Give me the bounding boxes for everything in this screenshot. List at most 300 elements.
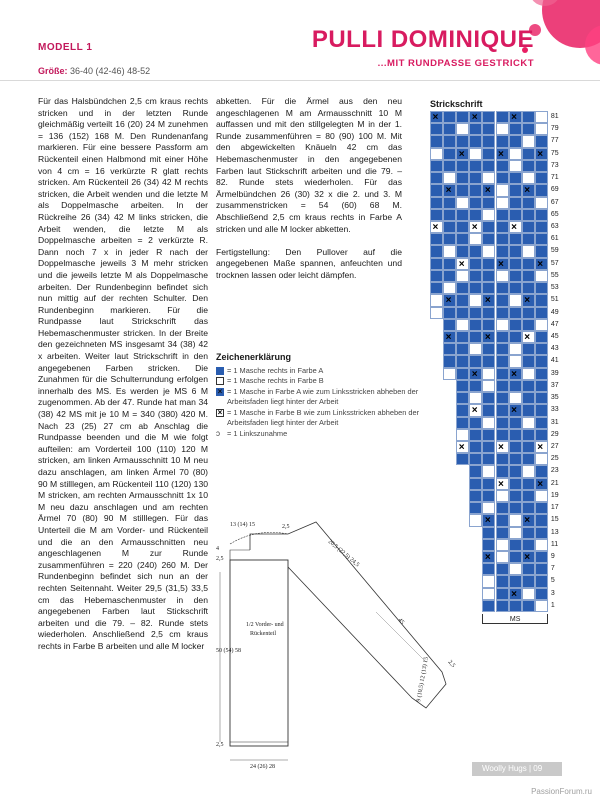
row-number: 77 <box>550 137 559 145</box>
chart-cell <box>469 245 482 257</box>
chart-cell <box>456 319 469 331</box>
chart-cell <box>509 148 522 160</box>
footer-badge: Woolly Hugs | 09 <box>472 762 562 776</box>
chart-cell <box>522 160 535 172</box>
chart-cell <box>469 294 482 306</box>
chart-cell <box>482 245 495 257</box>
chart-cell <box>535 160 548 172</box>
chart-cell <box>469 258 482 270</box>
chart-cell: × <box>456 441 469 453</box>
chart-cell <box>535 270 548 282</box>
chart-cell <box>535 331 548 343</box>
chart-cell <box>535 197 548 209</box>
chart-cell <box>522 111 535 123</box>
chart-cell <box>522 197 535 209</box>
chart-cell <box>482 270 495 282</box>
chart-cell <box>496 197 509 209</box>
chart-cell <box>469 355 482 367</box>
chart-cell <box>522 539 535 551</box>
chart-cell: × <box>509 368 522 380</box>
row-number: 1 <box>550 601 555 609</box>
chart-cell <box>482 307 495 319</box>
chart-cell <box>509 355 522 367</box>
chart-cell <box>443 282 456 294</box>
chart-cell <box>522 209 535 221</box>
chart-cell <box>522 588 535 600</box>
chart-cell <box>469 270 482 282</box>
chart-cell <box>522 465 535 477</box>
chart-cell <box>496 404 509 416</box>
chart-cell <box>522 417 535 429</box>
row-number: 71 <box>550 174 559 182</box>
chart-cell <box>469 160 482 172</box>
book-name: Woolly Hugs <box>482 764 527 773</box>
chart-cell <box>482 368 495 380</box>
chart-cell <box>443 148 456 160</box>
chart-cell <box>443 319 456 331</box>
page-number: 09 <box>533 764 543 773</box>
chart-cell <box>482 600 495 612</box>
chart-cell <box>509 563 522 575</box>
chart-cell <box>469 148 482 160</box>
chart-cell <box>535 502 548 514</box>
chart-cell <box>496 270 509 282</box>
size-value: 36-40 (42-46) 48-52 <box>70 66 151 76</box>
chart-cell <box>522 441 535 453</box>
row-number: 73 <box>550 161 559 169</box>
chart-cell <box>509 575 522 587</box>
chart-cell <box>469 417 482 429</box>
increase-symbol-icon: ↄ <box>216 428 220 438</box>
chart-cell <box>456 135 469 147</box>
chart-cell <box>509 380 522 392</box>
chart-cell <box>456 429 469 441</box>
chart-cell <box>496 221 509 233</box>
pattern-title: PULLI DOMINIQUE <box>311 26 534 53</box>
chart-cell <box>482 429 495 441</box>
chart-cell <box>496 368 509 380</box>
chart-cell <box>496 111 509 123</box>
chart-cell <box>496 380 509 392</box>
chart-cell <box>522 392 535 404</box>
chart-cell <box>496 209 509 221</box>
chart-cell <box>535 514 548 526</box>
white-x-square-icon: × <box>217 407 223 417</box>
legend-title: Zeichenerklärung <box>216 352 292 362</box>
chart-cell <box>509 490 522 502</box>
chart-cell <box>430 160 443 172</box>
chart-cell <box>535 355 548 367</box>
chart-cell <box>496 294 509 306</box>
sleeve-end-label: 2,5 <box>446 659 456 669</box>
chart-cell <box>522 490 535 502</box>
chart-cell <box>456 392 469 404</box>
chart-cell <box>482 478 495 490</box>
chart-cell: × <box>522 551 535 563</box>
neck-drop-label: 4 <box>216 546 219 552</box>
size-line <box>38 66 150 76</box>
chart-cell <box>482 233 495 245</box>
chart-cell <box>469 392 482 404</box>
chart-cell <box>509 123 522 135</box>
chart-cell <box>522 135 535 147</box>
chart-cell <box>496 123 509 135</box>
chart-cell <box>456 172 469 184</box>
row-number: 23 <box>550 467 559 475</box>
chart-cell <box>509 343 522 355</box>
chart-cell <box>469 135 482 147</box>
chart-cell <box>496 429 509 441</box>
chart-cell <box>496 331 509 343</box>
chart-cell <box>443 270 456 282</box>
chart-cell <box>443 111 456 123</box>
chart-cell <box>443 172 456 184</box>
chart-cell <box>430 245 443 257</box>
raglan-label: 20,5 (22,5) 24,5 <box>326 538 361 569</box>
chart-cell <box>456 331 469 343</box>
chart-cell <box>522 172 535 184</box>
chart-cell <box>535 319 548 331</box>
chart-cell: × <box>482 551 495 563</box>
row-number: 31 <box>550 418 559 426</box>
chart-cell <box>509 441 522 453</box>
chart-cell <box>482 355 495 367</box>
row-number: 5 <box>550 577 555 585</box>
chart-cell <box>456 111 469 123</box>
chart-cell <box>522 245 535 257</box>
chart-cell <box>456 294 469 306</box>
row-number: 55 <box>550 271 559 279</box>
chart-cell <box>443 307 456 319</box>
piece-label-1: 1/2 Vorder- und <box>246 622 284 628</box>
chart-cell: × <box>482 184 495 196</box>
sleeve-length-label: 45 <box>396 617 405 626</box>
chart-cell: × <box>456 258 469 270</box>
chart-cell <box>522 270 535 282</box>
chart-cell <box>482 172 495 184</box>
chart-cell <box>522 575 535 587</box>
piece-label-2: Rückenteil <box>250 631 276 637</box>
row-number: 47 <box>550 320 559 328</box>
chart-cell <box>496 282 509 294</box>
chart-cell <box>509 453 522 465</box>
chart-cell <box>482 197 495 209</box>
chart-cell: × <box>469 368 482 380</box>
chart-cell <box>443 160 456 172</box>
chart-cell <box>509 392 522 404</box>
chart-cell <box>535 111 548 123</box>
row-number: 27 <box>550 442 559 450</box>
chart-cell <box>496 307 509 319</box>
chart-cell <box>496 600 509 612</box>
chart-cell <box>443 123 456 135</box>
chart-cell: × <box>522 331 535 343</box>
chart-cell <box>496 184 509 196</box>
chart-cell <box>430 258 443 270</box>
chart-cell <box>509 245 522 257</box>
chart-cell <box>430 282 443 294</box>
chart-cell <box>535 453 548 465</box>
chart-cell <box>522 343 535 355</box>
chart-cell: × <box>535 478 548 490</box>
row-number: 65 <box>550 210 559 218</box>
chart-cell <box>482 588 495 600</box>
chart-cell: × <box>482 294 495 306</box>
chart-cell <box>482 392 495 404</box>
chart-cell <box>469 343 482 355</box>
chart-cell <box>496 172 509 184</box>
instructions-column-1 <box>38 96 208 664</box>
chart-cell <box>509 294 522 306</box>
chart-cell <box>496 417 509 429</box>
row-number: 25 <box>550 455 559 463</box>
shoulder-label: 2,5 <box>282 524 290 530</box>
blue-square-icon <box>216 367 224 375</box>
chart-cell <box>456 123 469 135</box>
header-divider <box>0 80 600 81</box>
chart-cell <box>456 184 469 196</box>
white-square-icon <box>216 377 224 385</box>
chart-cell <box>469 380 482 392</box>
chart-cell <box>456 368 469 380</box>
row-number: 51 <box>550 296 559 304</box>
chart-cell <box>482 453 495 465</box>
chart-cell <box>535 392 548 404</box>
row-number: 33 <box>550 406 559 414</box>
pattern-subtitle: ...MIT RUNDPASSE GESTRICKT <box>377 58 534 69</box>
chart-cell <box>535 245 548 257</box>
chart-cell: × <box>522 184 535 196</box>
chart-cell <box>535 490 548 502</box>
chart-cell <box>509 514 522 526</box>
chart-title: Strickschrift <box>430 99 483 109</box>
chart-cell <box>535 551 548 563</box>
chart-cell <box>456 307 469 319</box>
chart-cell <box>535 307 548 319</box>
chart-cell <box>535 465 548 477</box>
chart-cell <box>509 551 522 563</box>
chart-cell <box>522 502 535 514</box>
chart-cell <box>522 404 535 416</box>
chart-cell <box>509 282 522 294</box>
chart-cell: × <box>496 258 509 270</box>
chart-cell <box>522 258 535 270</box>
cuff-label: 9 (10,5) 12 (13) 15 <box>416 656 430 703</box>
chart-cell <box>522 123 535 135</box>
row-number: 53 <box>550 284 559 292</box>
chart-cell <box>496 551 509 563</box>
row-number: 15 <box>550 516 559 524</box>
chart-cell <box>535 294 548 306</box>
chart-cell: × <box>430 221 443 233</box>
row-number: 43 <box>550 345 559 353</box>
chart-cell <box>496 588 509 600</box>
chart-cell <box>443 355 456 367</box>
chart-cell <box>496 539 509 551</box>
chart-cell: × <box>509 404 522 416</box>
blue-x-square-icon: × <box>217 386 223 396</box>
chart-cell <box>496 563 509 575</box>
chart-cell <box>535 588 548 600</box>
row-number: 37 <box>550 381 559 389</box>
row-number: 21 <box>550 479 559 487</box>
chart-cell: × <box>535 148 548 160</box>
chart-cell: × <box>535 258 548 270</box>
chart-cell <box>535 282 548 294</box>
chart-cell: × <box>509 111 522 123</box>
legend-item: = 1 Masche rechts in Farbe A <box>216 366 426 377</box>
chart-cell <box>535 417 548 429</box>
chart-cell <box>509 209 522 221</box>
chart-cell <box>496 355 509 367</box>
chart-cell <box>482 465 495 477</box>
legend <box>216 352 426 439</box>
chart-cell <box>469 123 482 135</box>
chart-cell <box>509 197 522 209</box>
chart-cell <box>430 172 443 184</box>
chart-cell <box>482 404 495 416</box>
chart-cell: × <box>522 294 535 306</box>
row-number: 57 <box>550 259 559 267</box>
chart-cell <box>535 135 548 147</box>
chart-cell <box>469 490 482 502</box>
chart-cell <box>535 563 548 575</box>
chart-cell: × <box>469 404 482 416</box>
chart-cell <box>522 282 535 294</box>
finishing-text: Fertigstellung: Den Pullover auf die angegebenen Maße spannen, anfeuchten und trocknen lassen oder leicht dämpfen. <box>216 246 402 280</box>
chart-cell <box>430 135 443 147</box>
row-number: 45 <box>550 332 559 340</box>
legend-item: × = 1 Masche in Farbe B wie zum Linksstricken abheben der Arbeitsfaden liegt hinter der Arbeit <box>217 407 420 427</box>
chart-cell <box>443 209 456 221</box>
row-number: 49 <box>550 308 559 316</box>
chart-cell <box>430 197 443 209</box>
chart-cell <box>496 527 509 539</box>
chart-cell <box>443 221 456 233</box>
chart-cell <box>482 575 495 587</box>
chart-cell <box>443 245 456 257</box>
chart-cell <box>496 135 509 147</box>
chart-cell <box>482 502 495 514</box>
chart-cell <box>456 221 469 233</box>
chart-cell <box>469 233 482 245</box>
instructions-column-2 <box>216 96 402 293</box>
chart-cell <box>443 197 456 209</box>
chart-cell <box>496 575 509 587</box>
site-watermark: PassionForum.ru <box>531 787 592 796</box>
chart-cell <box>443 135 456 147</box>
chart-cell <box>469 197 482 209</box>
chart-cell <box>509 160 522 172</box>
row-number: 63 <box>550 222 559 230</box>
chart-cell <box>482 148 495 160</box>
neck-width-label: 13 (14) 15 <box>230 522 255 528</box>
chart-cell <box>482 539 495 551</box>
row-number: 69 <box>550 186 559 194</box>
width-label: 24 (26) 28 <box>250 764 275 770</box>
chart-cell: × <box>496 478 509 490</box>
chart-cell <box>430 209 443 221</box>
chart-cell <box>456 453 469 465</box>
chart-cell <box>482 135 495 147</box>
chart-cell <box>509 233 522 245</box>
chart-cell <box>496 514 509 526</box>
chart-cell: × <box>509 221 522 233</box>
chart-cell <box>469 453 482 465</box>
chart-cell <box>535 368 548 380</box>
chart-cell <box>496 319 509 331</box>
row-number: 79 <box>550 125 559 133</box>
neck-band-label: 2,5 <box>216 556 224 562</box>
row-number: 9 <box>550 552 555 560</box>
chart-cell: × <box>482 331 495 343</box>
chart-cell <box>443 233 456 245</box>
chart-cell <box>496 160 509 172</box>
chart-cell <box>482 209 495 221</box>
chart-cell <box>522 600 535 612</box>
chart-cell: × <box>443 331 456 343</box>
chart-cell <box>535 575 548 587</box>
chart-cell: × <box>443 184 456 196</box>
chart-cell <box>522 221 535 233</box>
chart-cell: × <box>469 221 482 233</box>
row-number: 67 <box>550 198 559 206</box>
chart-cell <box>509 172 522 184</box>
row-number: 61 <box>550 235 559 243</box>
chart-cell <box>456 282 469 294</box>
chart-cell <box>443 258 456 270</box>
chart-cell <box>509 539 522 551</box>
chart-cell <box>456 245 469 257</box>
chart-cell <box>482 343 495 355</box>
chart-cell <box>535 539 548 551</box>
chart-cell <box>522 453 535 465</box>
chart-cell <box>522 563 535 575</box>
row-number: 3 <box>550 589 555 597</box>
row-number: 13 <box>550 528 559 536</box>
chart-cell: × <box>535 441 548 453</box>
row-number: 75 <box>550 149 559 157</box>
chart-cell: × <box>443 294 456 306</box>
chart-cell: × <box>522 514 535 526</box>
chart-cell <box>482 123 495 135</box>
legend-item: ↄ = 1 Linkszunahme <box>216 428 288 438</box>
chart-cell <box>456 160 469 172</box>
chart-cell: × <box>456 148 469 160</box>
chart-cell <box>482 563 495 575</box>
chart-cell <box>496 392 509 404</box>
row-number: 29 <box>550 430 559 438</box>
chart-cell <box>509 502 522 514</box>
legend-item: = 1 Masche rechts in Farbe B <box>216 376 426 387</box>
chart-cell <box>496 502 509 514</box>
chart-cell <box>509 135 522 147</box>
row-number: 11 <box>550 540 559 548</box>
chart-cell <box>535 600 548 612</box>
chart-cell <box>509 478 522 490</box>
chart-cell <box>496 453 509 465</box>
chart-cell <box>456 355 469 367</box>
chart-cell <box>482 160 495 172</box>
chart-cell <box>509 331 522 343</box>
chart-cell <box>482 221 495 233</box>
instructions-text-2: abketten. Für die Ärmel aus den neu angeschlagenen M am Armausschnitt 10 M auffassen und mit den stillgelegten M in der 1. Runde zusammenführen = 80 (90) 100 M. Mit den abgewickelten Knäueln 42 cm das Hebemaschenmuster in den angegebenen Farben laut Stickschrift arbeiten und die 79. – 82. Runde stets wiederholen. Für das Ärmelbündchen 26 (30) 32 x die 2. und 3. M zusammenstricken = 54 (60) 68 M. Abschließend 2,5 cm kraus rechts in Farbe A stricken und alle M locker abketten. <box>216 96 402 234</box>
chart-cell <box>469 478 482 490</box>
chart-cell <box>496 465 509 477</box>
chart-cell <box>522 380 535 392</box>
row-number: 35 <box>550 394 559 402</box>
chart-cell <box>482 319 495 331</box>
